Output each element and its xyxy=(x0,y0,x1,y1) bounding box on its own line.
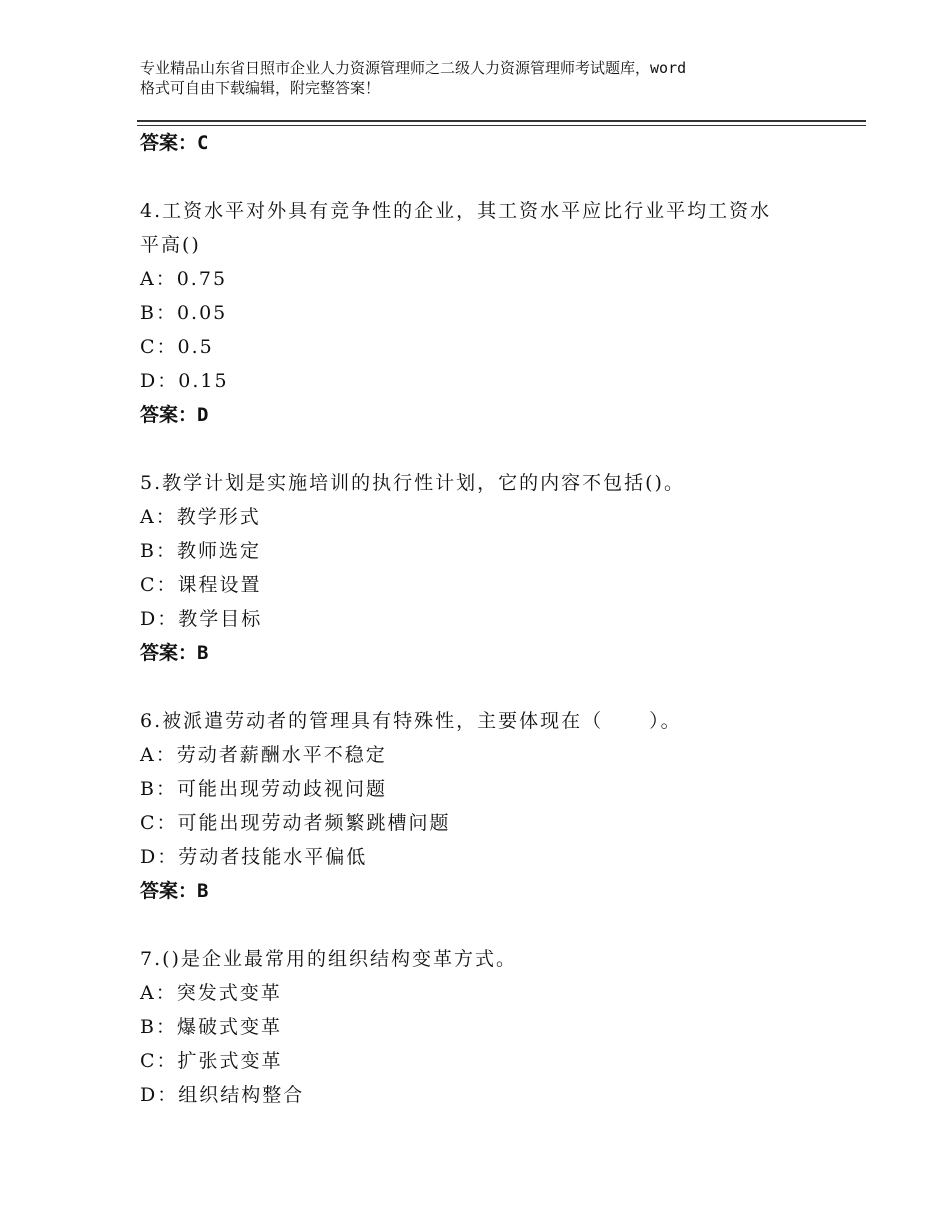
option-c: C：0.5 xyxy=(140,336,214,358)
option-d: D：0.15 xyxy=(140,370,229,392)
option-a: A：教学形式 xyxy=(140,506,261,528)
question-stem: 4.工资水平对外具有竞争性的企业，其工资水平应比行业平均工资水 平高() xyxy=(140,200,772,256)
question-stem: 5.教学计划是实施培训的执行性计划，它的内容不包括()。 xyxy=(140,472,685,494)
option-d: D：组织结构整合 xyxy=(140,1084,305,1106)
question-5 xyxy=(140,466,840,636)
option-b: B：爆破式变革 xyxy=(140,1016,282,1038)
option-c: C：可能出现劳动者频繁跳槽问题 xyxy=(140,812,451,834)
question-6 xyxy=(140,704,840,874)
option-c: C：扩张式变革 xyxy=(140,1050,283,1072)
question-stem: 7.()是企业最常用的组织结构变革方式。 xyxy=(140,948,517,970)
option-d: D：教学目标 xyxy=(140,608,263,630)
option-b: B：可能出现劳动歧视问题 xyxy=(140,778,387,800)
answer-4: 答案：D xyxy=(140,404,209,426)
option-b: B：0.05 xyxy=(140,302,228,324)
question-stem: 6.被派遣劳动者的管理具有特殊性，主要体现在（ ）。 xyxy=(140,710,682,732)
header-line-1: 专业精品山东省日照市企业人力资源管理师之二级人力资源管理师考试题库，word xyxy=(140,59,687,77)
question-list xyxy=(140,126,840,1112)
option-a: A：0.75 xyxy=(140,268,228,290)
option-d: D：劳动者技能水平偏低 xyxy=(140,846,368,868)
answer-5: 答案：B xyxy=(140,642,209,664)
answer-6: 答案：B xyxy=(140,880,209,902)
option-a: A：劳动者薪酬水平不稳定 xyxy=(140,744,387,766)
question-4 xyxy=(140,194,840,398)
answer-prev: 答案：C xyxy=(140,132,209,154)
option-b: B：教师选定 xyxy=(140,540,261,562)
header-line-2: 格式可自由下载编辑，附完整答案！ xyxy=(140,79,381,97)
document-header xyxy=(140,58,820,98)
option-a: A：突发式变革 xyxy=(140,982,282,1004)
option-c: C：课程设置 xyxy=(140,574,262,596)
header-divider-thick xyxy=(137,120,866,122)
question-7 xyxy=(140,942,840,1112)
